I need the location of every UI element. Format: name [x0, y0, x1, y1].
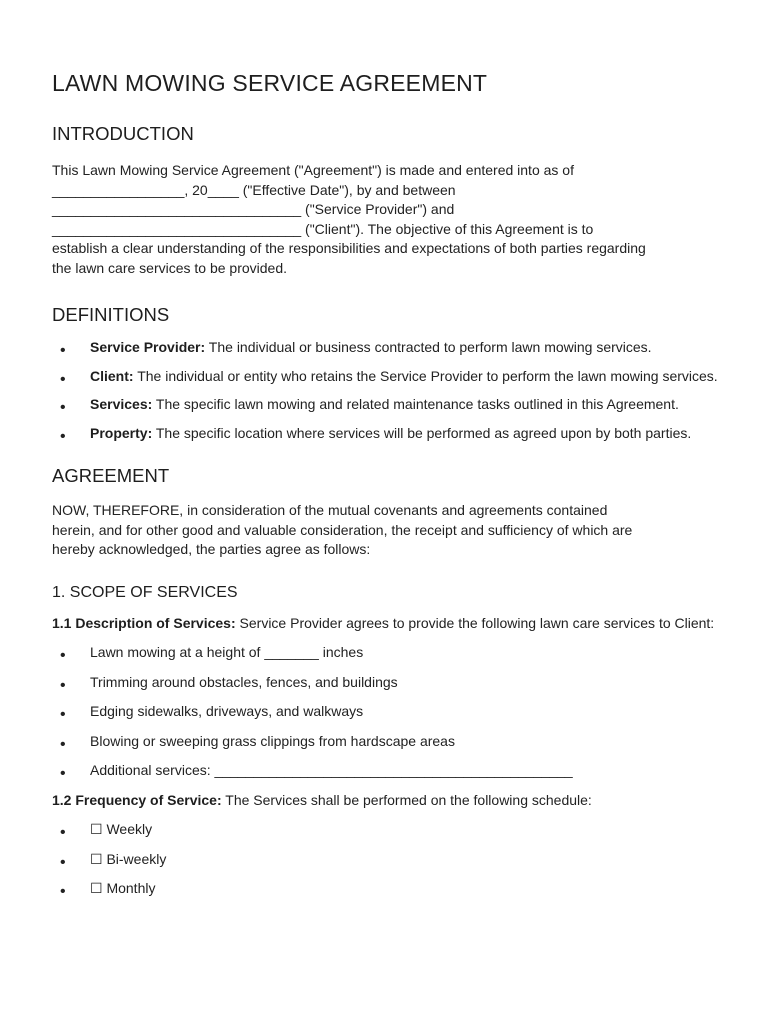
definition-text: The specific lawn mowing and related maintenance tasks outlined in this Agreement.	[152, 396, 679, 412]
agreement-line: hereby acknowledged, the parties agree as follows:	[52, 541, 371, 557]
service-text: Additional services: ______________________________________________	[90, 762, 573, 778]
introduction-heading: INTRODUCTION	[52, 123, 194, 144]
checkbox-label[interactable]: ☐ Weekly	[90, 821, 153, 837]
agreement-line: NOW, THEREFORE, in consideration of the mutual covenants and agreements contained	[52, 502, 608, 518]
definition-item	[52, 367, 722, 387]
service-text: Trimming around obstacles, fences, and buildings	[90, 673, 398, 690]
frequency-option-weekly[interactable]	[52, 820, 722, 840]
definition-text: The individual or entity who retains the Service Provider to perform the lawn mowing services.	[133, 367, 718, 384]
definition-term: Property:	[90, 424, 153, 441]
definitions-heading: DEFINITIONS	[52, 304, 170, 325]
bullet-icon: •	[60, 706, 66, 723]
service-item	[52, 702, 722, 722]
frequency-text: The Services shall be performed on the following schedule:	[221, 791, 592, 808]
definition-term: Service Provider:	[90, 339, 206, 355]
scope-heading: 1. SCOPE OF SERVICES	[52, 583, 238, 601]
service-item	[52, 732, 722, 752]
bullet-icon: •	[60, 676, 66, 694]
agreement-paragraph	[52, 501, 722, 560]
frequency-label: 1.2 Frequency of Service:	[52, 791, 222, 808]
bullet-icon: •	[60, 765, 66, 782]
service-text: Edging sidewalks, driveways, and walkways	[90, 703, 364, 719]
service-item	[52, 643, 722, 663]
bullet-icon: •	[60, 342, 66, 359]
service-item	[52, 761, 722, 781]
introduction-line: establish a clear understanding of the responsibilities and expectations of both parties regarding	[52, 240, 646, 256]
agreement-heading: AGREEMENT	[52, 465, 170, 486]
description-label: 1.1 Description of Services:	[52, 614, 236, 631]
definition-term: Client:	[90, 367, 134, 384]
definition-item	[52, 338, 722, 358]
introduction-line: ________________________________ ("Client"). The objective of this Agreement is to	[52, 220, 594, 237]
bullet-icon: •	[60, 647, 66, 664]
services-list	[52, 643, 722, 781]
definition-text: The specific location where services will be performed as agreed upon by both parties.	[152, 424, 692, 441]
definition-text: The individual or business contracted to perform lawn mowing services.	[205, 339, 652, 355]
frequency-option-biweekly[interactable]	[52, 850, 722, 870]
bullet-icon: •	[60, 883, 66, 900]
introduction-line: This Lawn Mowing Service Agreement ("Agreement") is made and entered into as of	[52, 162, 574, 178]
frequency-option-monthly[interactable]	[52, 879, 722, 899]
description-text: Service Provider agrees to provide the following lawn care services to Client:	[235, 614, 715, 631]
bullet-icon: •	[60, 370, 66, 388]
introduction-paragraph	[52, 161, 722, 278]
service-item	[52, 673, 722, 693]
bullet-icon: •	[60, 399, 66, 416]
definition-item	[52, 424, 722, 444]
document-content	[52, 70, 722, 909]
frequency-of-service	[52, 791, 722, 811]
introduction-line: the lawn care services to be provided.	[52, 259, 288, 276]
introduction-line: ________________________________ ("Service Provider") and	[52, 201, 455, 217]
bullet-icon: •	[60, 853, 66, 871]
service-text: Lawn mowing at a height of _______ inches	[90, 644, 364, 660]
definition-item	[52, 395, 722, 415]
checkbox-label[interactable]: ☐ Bi-weekly	[90, 850, 167, 867]
frequency-options-list	[52, 820, 722, 899]
bullet-icon: •	[60, 427, 66, 445]
service-text: Blowing or sweeping grass clippings from hardscape areas	[90, 732, 455, 749]
document-title: LAWN MOWING SERVICE AGREEMENT	[52, 70, 488, 96]
bullet-icon: •	[60, 735, 66, 753]
definitions-list	[52, 338, 722, 443]
definition-term: Services:	[90, 396, 153, 412]
description-of-services	[52, 614, 722, 634]
agreement-line: herein, and for other good and valuable consideration, the receipt and sufficiency of which are	[52, 521, 633, 538]
checkbox-label[interactable]: ☐ Monthly	[90, 880, 156, 896]
bullet-icon: •	[60, 824, 66, 841]
introduction-line: _________________, 20____ ("Effective Date"), by and between	[52, 181, 456, 198]
